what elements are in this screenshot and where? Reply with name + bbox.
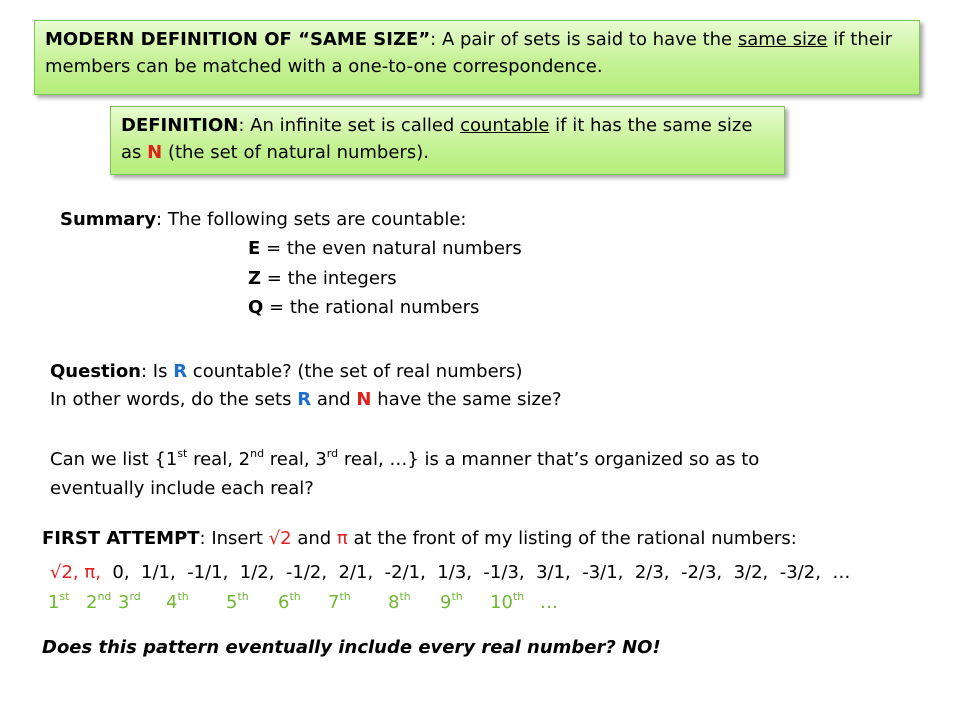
ordinal-number: 9 [440,592,452,613]
ordinal-suffix: nd [97,590,112,603]
ordinal-suffix: nd [250,447,265,460]
reals-symbol: R [297,389,312,410]
summary-item [248,293,479,323]
ordinal-label [278,588,301,618]
attempt-text: : Insert [199,528,269,549]
sequence-pi: π, [84,562,101,583]
first-attempt-line [42,524,797,554]
definition-text: : A pair of sets is said to have the [430,29,738,50]
ordinal-suffix: th [289,590,301,603]
ordinal-number: 7 [328,592,340,613]
sequence-line [50,558,850,588]
sequence-rationals: 0, 1/1, -1/1, 1/2, -1/2, 2/1, -2/1, 1/3, -1/3, 3/1, -3/1, 2/3, -2/3, 3/2, -3/2, … [100,562,851,583]
set-symbol: E [248,238,261,259]
ordinal-label [328,588,351,618]
ordinal-label [86,588,111,618]
set-symbol: Q [248,297,264,318]
ordinal-suffix: th [177,590,189,603]
definition-heading: MODERN DEFINITION OF “SAME SIZE” [45,29,431,50]
countable-definition-box [110,106,785,175]
same-size-definition-box [34,20,920,95]
ordinal-number: 6 [278,592,290,613]
attempt-text: and [291,528,337,549]
ordinal-label [118,588,141,618]
question-text: countable? (the set of real numbers) [187,361,523,382]
attempt-text: at the front of my listing of the rational numbers: [347,528,797,549]
attempt-label: FIRST ATTEMPT [42,528,200,549]
ordinal-number: 2 [86,592,98,613]
set-description: = the rational numbers [263,297,480,318]
question-line-4: eventually include each real? [50,478,314,499]
question-text: real, 2 [187,449,251,470]
summary-line [60,205,467,235]
reals-symbol: R [173,361,188,382]
summary-item [248,264,397,294]
ordinal-suffix: th [237,590,249,603]
set-symbol: Z [248,268,262,289]
ordinal-number: 4 [166,592,178,613]
definition-term: same size [737,29,828,50]
natural-numbers-symbol: N [356,389,372,410]
ordinal-suffix: th [339,590,351,603]
ordinal-label [490,588,524,618]
ordinal-ellipsis: … [540,592,558,613]
question-text: real, …} is a manner that’s organized so as to [338,449,760,470]
summary-label: Summary [60,209,157,230]
ordinal-suffix: th [399,590,411,603]
ordinal-number: 10 [490,592,513,613]
question-text: real, 3 [264,449,327,470]
definition-text-end: (the set of natural numbers). [162,142,429,163]
definition-text-end: if their members can be matched with a one-to-one correspondence. [45,29,893,77]
ordinal-number: 1 [48,592,60,613]
pi-symbol: π [336,528,348,549]
definition-term: countable [460,115,550,136]
ordinal-number: 8 [388,592,400,613]
ordinal-suffix: th [451,590,463,603]
definition-text-middle: if it has the same size as [121,115,753,163]
ordinal-label [166,588,189,618]
definition-text: : An infinite set is called [238,115,461,136]
question-text: : Is [141,361,174,382]
ordinal-row [0,588,960,620]
question-line-2 [50,385,562,415]
ordinal-suffix: rd [326,447,339,460]
question-text: have the same size? [371,389,562,410]
ordinal-number: 5 [226,592,238,613]
question-line-3 [50,445,759,475]
set-description: = the even natural numbers [260,238,522,259]
ordinal-suffix: st [59,590,70,603]
sequence-sqrt2: √2, [50,562,79,583]
ordinal-suffix: rd [129,590,141,603]
sqrt2-symbol: √2 [268,528,292,549]
question-label: Question [50,361,141,382]
ordinal-label [388,588,411,618]
summary-item [248,234,522,264]
ordinal-suffix: st [177,447,188,460]
set-description: = the integers [261,268,397,289]
summary-text: : The following sets are countable: [156,209,467,230]
ordinal-label [440,588,463,618]
question-text: In other words, do the sets [50,389,298,410]
question-line [50,357,522,387]
natural-numbers-symbol: N [147,142,163,163]
ordinal-number: 3 [118,592,130,613]
conclusion-line: Does this pattern eventually include every real number? NO! [42,637,661,658]
definition-heading: DEFINITION [121,115,239,136]
question-text: Can we list {1 [50,449,178,470]
ordinal-label [226,588,249,618]
ordinal-label [48,588,70,618]
question-text: and [311,389,357,410]
ordinal-suffix: th [512,590,525,603]
